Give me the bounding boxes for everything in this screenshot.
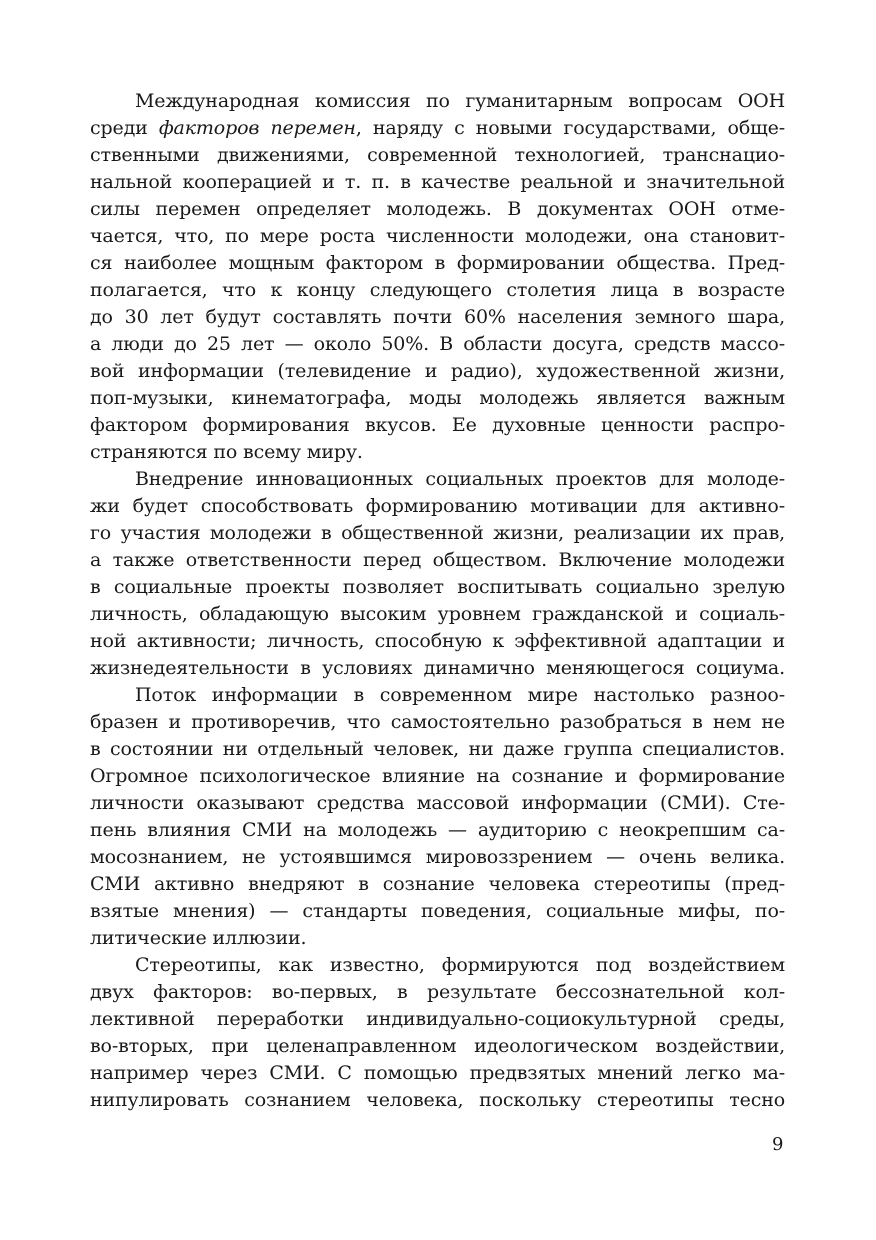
text-line: а люди до 25 лет — около 50%. В области досуга, средств массо-	[90, 333, 785, 355]
text-line: нальной кооперацией и т. п. в качестве реальной и значительной	[90, 171, 785, 193]
text-line: лективной переработки индивидуально-социокультурной среды,	[90, 1008, 785, 1030]
paragraph-3	[90, 682, 785, 952]
text-line: литические иллюзии.	[90, 927, 307, 949]
text-line: го участия молодежи в общественной жизни, реализации их прав,	[90, 522, 785, 544]
text-line: нипулировать сознанием человека, поскольку стереотипы тесно	[90, 1089, 785, 1111]
page-body	[90, 88, 785, 1114]
text-line: двух факторов: во-первых, в результате бессознательной кол-	[90, 981, 785, 1003]
paragraph-4	[90, 952, 785, 1114]
text-line: в социальные проекты позволяет воспитывать социально зрелую	[90, 576, 785, 598]
text-line: силы перемен определяет молодежь. В документах ООН отме-	[90, 198, 785, 220]
page-number: 9	[772, 1134, 784, 1155]
text-line: Внедрение инновационных социальных проектов для молоде-	[135, 468, 785, 490]
text-line: СМИ активно внедряют в сознание человека стереотипы (пред-	[90, 873, 785, 895]
text-line: в состоянии ни отдельный человек, ни даже группа специалистов.	[90, 738, 785, 760]
text-line: вой информации (телевидение и радио), художественной жизни,	[90, 360, 785, 382]
text-line: взятые мнения) — стандарты поведения, социальные мифы, по-	[90, 900, 785, 922]
italic-term: факторов перемен	[158, 117, 356, 139]
text-line: ся наиболее мощным фактором в формировании общества. Пред-	[90, 252, 785, 274]
text-fragment: среди	[90, 117, 159, 139]
text-line: поп-музыки, кинематографа, моды молодежь является важным	[90, 387, 785, 409]
text-line: жизнедеятельности в условиях динамично меняющегося социума.	[90, 657, 785, 679]
paragraph-1	[90, 88, 785, 466]
text-line: личности оказывают средства массовой информации (СМИ). Сте-	[90, 792, 785, 814]
text-line: ной активности; личность, способную к эффективной адаптации и	[90, 630, 785, 652]
text-line: полагается, что к концу следующего столетия лица в возрасте	[90, 279, 785, 301]
text-line: Поток информации в современном мире настолько разноо-	[135, 684, 785, 706]
text-line: а также ответственности перед обществом. Включение молодежи	[90, 549, 785, 571]
text-line: бразен и противоречив, что самостоятельно разобраться в нем не	[90, 711, 785, 733]
text-line: жи будет способствовать формированию мотивации для активно-	[90, 495, 785, 517]
text-line: во-вторых, при целенаправленном идеологическом воздействии,	[90, 1035, 785, 1057]
text-line: личность, обладающую высоким уровнем гражданской и социаль-	[90, 603, 785, 625]
text-line	[90, 115, 785, 142]
text-line: фактором формирования вкусов. Ее духовные ценности распро-	[90, 414, 785, 436]
text-fragment: , наряду с новыми государствами, обще-	[355, 117, 786, 139]
text-line: пень влияния СМИ на молодежь — аудиторию с неокрепшим са-	[90, 819, 785, 841]
text-line: чается, что, по мере роста численности молодежи, она становит-	[90, 225, 785, 247]
text-line: например через СМИ. С помощью предвзятых мнений легко ма-	[90, 1062, 785, 1084]
text-line: ственными движениями, современной технологией, транснацио-	[90, 144, 785, 166]
text-line: мосознанием, не устоявшимся мировоззрением — очень велика.	[90, 846, 785, 868]
paragraph-2	[90, 466, 785, 682]
text-line: Международная комиссия по гуманитарным вопросам ООН	[135, 90, 785, 112]
text-line: Стереотипы, как известно, формируются под воздействием	[135, 954, 785, 976]
text-line: Огромное психологическое влияние на сознание и формирование	[90, 765, 785, 787]
text-line: страняются по всему миру.	[90, 441, 363, 463]
text-line: до 30 лет будут составлять почти 60% населения земного шара,	[90, 306, 785, 328]
